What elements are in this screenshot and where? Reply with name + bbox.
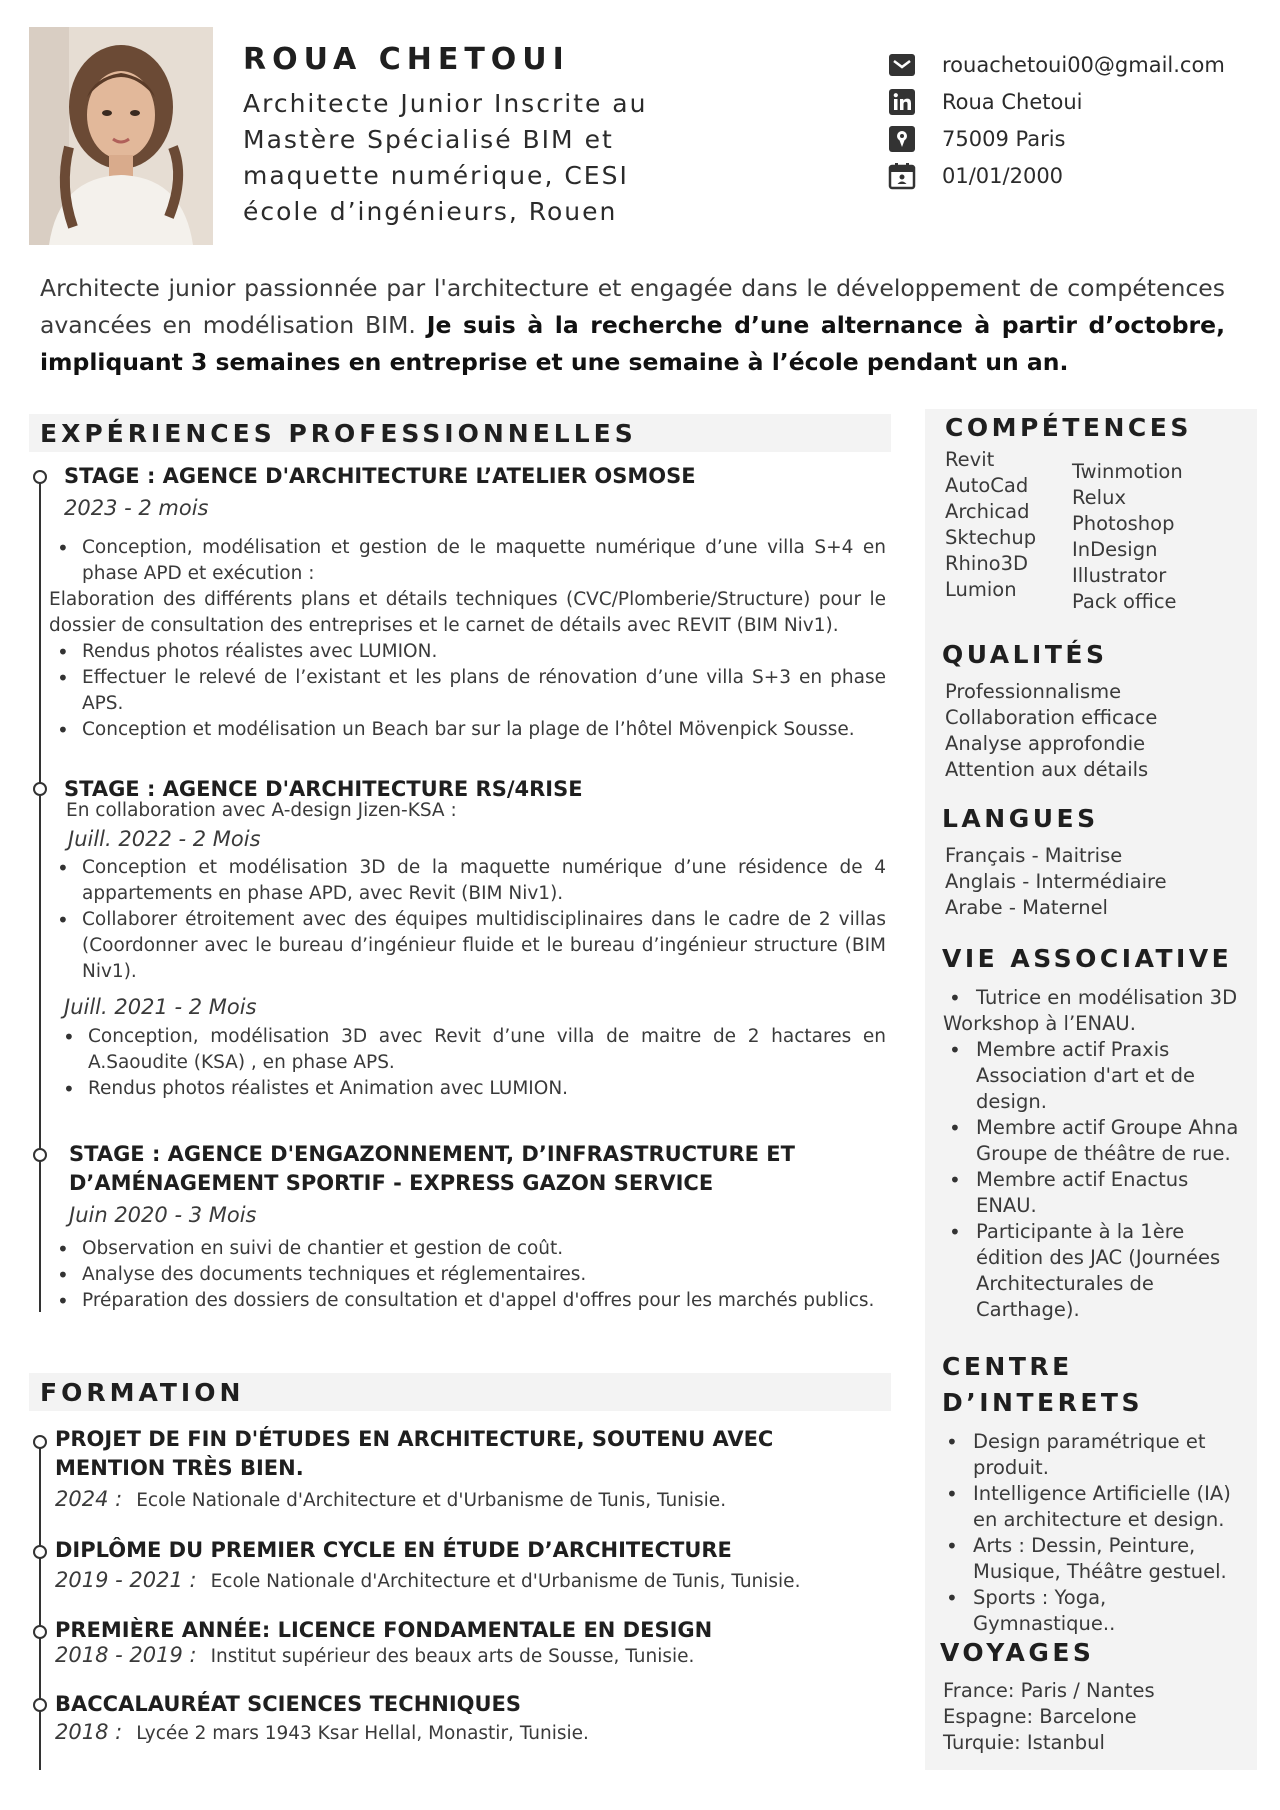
education-title: BACCALAURÉAT SCIENCES TECHNIQUES (55, 1692, 522, 1716)
interests-heading-line2: D’INTERETS (942, 1388, 1143, 1417)
list-item: • Préparation des dossiers de consultation et d'appel d'offres pour les marchés publics. (49, 1288, 886, 1314)
skills-list-right (1072, 459, 1183, 615)
list-item: • Sports : Yoga, Gymnastique.. (940, 1585, 1250, 1637)
timeline-dot (33, 470, 47, 484)
timeline-dot (33, 1545, 47, 1559)
list-item: • Conception, modélisation et gestion de le maquette numérique d’une villa S+4 en phase APD et exécution : (49, 535, 886, 587)
contact-location (888, 120, 1268, 157)
job-date: Juill. 2022 - 2 Mois (68, 827, 261, 851)
quality-item: Attention aux détails (945, 758, 1149, 781)
list-item: • Tutrice en modélisation 3D (943, 985, 1253, 1011)
associative-heading: VIE ASSOCIATIVE (942, 944, 1233, 973)
list-item: • Membre actif Groupe Ahna Groupe de théâtre de rue. (943, 1115, 1243, 1167)
list-item: • Membre actif Enactus ENAU. (943, 1167, 1243, 1219)
language-item: Français - Maitrise (945, 844, 1123, 867)
skill-item: InDesign (1072, 538, 1158, 561)
languages-list (945, 843, 1167, 921)
profile-summary (40, 270, 1225, 381)
envelope-icon (888, 51, 916, 79)
contact-linkedin[interactable] (888, 83, 1268, 120)
formation-timeline (39, 1440, 41, 1770)
qualities-list (945, 679, 1157, 783)
travel-heading: VOYAGES (940, 1638, 1095, 1667)
interests-heading-line1: CENTRE (942, 1352, 1073, 1381)
portrait-image (29, 27, 213, 245)
list-item: • Intelligence Artificielle (IA) en architecture et design. (940, 1481, 1250, 1533)
timeline-dot (33, 1435, 47, 1449)
list-item: • Participante à la 1ère édition des JAC (Journées Architecturales de Carthage). (943, 1219, 1243, 1323)
job-date: Juin 2020 - 3 Mois (69, 1203, 257, 1227)
education-detail (55, 1568, 800, 1592)
interests-heading (942, 1349, 1143, 1421)
list-item: • Conception et modélisation 3D de la maquette numérique d’une résidence de 4 appartements en phase APD, avec Revit (BIM Niv1). (49, 855, 886, 907)
quality-item: Professionnalisme (945, 680, 1122, 703)
education-year: 2024 : (55, 1487, 123, 1511)
education-year: 2018 : (55, 1720, 123, 1744)
associative-list-first (943, 985, 1253, 1011)
formation-heading: FORMATION (29, 1373, 891, 1411)
education-year: 2019 - 2021 : (55, 1568, 197, 1592)
skill-item: Illustrator (1072, 564, 1167, 587)
list-item: • Rendus photos réalistes et Animation avec LUMION. (55, 1076, 886, 1102)
contact-birthdate (888, 157, 1268, 194)
education-detail (55, 1487, 726, 1511)
skill-item: Sktechup (945, 526, 1037, 549)
skill-item: Revit (945, 448, 995, 471)
skill-item: Twinmotion (1072, 460, 1183, 483)
travel-item: Turquie: Istanbul (943, 1731, 1105, 1754)
timeline-dot (33, 1625, 47, 1639)
job-bullets (49, 535, 886, 587)
timeline-dot (33, 782, 47, 796)
education-title: PREMIÈRE ANNÉE: LICENCE FONDAMENTALE EN DESIGN (55, 1618, 713, 1642)
timeline-dot (33, 1148, 47, 1162)
list-item: • Arts : Dessin, Peinture, Musique, Théâtre gestuel. (940, 1533, 1250, 1585)
list-item: • Effectuer le relevé de l’existant et les plans de rénovation d’une villa S+3 en phase APS. (49, 665, 886, 717)
job-title: STAGE : AGENCE D'ARCHITECTURE L’ATELIER OSMOSE (64, 464, 696, 488)
list-item: • Analyse des documents techniques et réglementaires. (49, 1262, 886, 1288)
skill-item: Relux (1072, 486, 1126, 509)
skill-item: Photoshop (1072, 512, 1175, 535)
linkedin-icon (888, 88, 916, 116)
skill-item: Archicad (945, 500, 1030, 523)
education-detail (55, 1720, 589, 1744)
list-item: • Membre actif Praxis Association d'art et de design. (943, 1037, 1243, 1115)
experience-timeline (39, 477, 41, 1312)
education-title: DIPLÔME DU PREMIER CYCLE EN ÉTUDE D’ARCHITECTURE (55, 1538, 732, 1562)
associative-first-continued: Workshop à l’ENAU. (943, 1012, 1136, 1035)
list-item: • Rendus photos réalistes avec LUMION. (49, 639, 886, 665)
candidate-headline: Architecte Junior Inscrite au Mastère Spécialisé BIM et maquette numérique, CESI école d’ingénieurs, Rouen (243, 89, 648, 226)
education-school: Ecole Nationale d'Architecture et d'Urbanisme de Tunis, Tunisie. (136, 1490, 727, 1511)
skill-item: AutoCad (945, 474, 1029, 497)
timeline-dot (33, 1698, 47, 1712)
job-bullets (55, 1024, 886, 1102)
travel-list (943, 1678, 1155, 1756)
skill-item: Rhino3D (945, 552, 1029, 575)
contact-location-text: 75009 Paris (942, 126, 1066, 151)
location-pin-icon (888, 125, 916, 153)
job-date: 2023 - 2 mois (64, 496, 209, 520)
education-detail (55, 1643, 694, 1667)
job-collaboration-note: En collaboration avec A-design Jizen-KSA : (66, 800, 457, 821)
job-date: Juill. 2021 - 2 Mois (64, 995, 257, 1019)
travel-item: France: Paris / Nantes (943, 1679, 1155, 1702)
list-item: • Observation en suivi de chantier et gestion de coût. (49, 1236, 886, 1262)
interests-list (940, 1429, 1250, 1637)
skills-list-left (945, 447, 1036, 603)
list-item: • Conception, modélisation 3D avec Revit d’une villa de maitre de 2 hactares en A.Saoudite (KSA) , en phase APS. (55, 1024, 886, 1076)
education-school: Lycée 2 mars 1943 Ksar Hellal, Monastir, Tunisie. (136, 1723, 589, 1744)
skills-heading: COMPÉTENCES (945, 413, 1192, 442)
job-title: STAGE : AGENCE D'ENGAZONNEMENT, D’INFRASTRUCTURE ET D’AMÉNAGEMENT SPORTIF - EXPRESS GAZON SERVICE (69, 1142, 795, 1195)
job-bullets (49, 855, 886, 985)
experiences-heading: EXPÉRIENCES PROFESSIONNELLES (29, 414, 891, 452)
education-school: Institut supérieur des beaux arts de Sousse, Tunisie. (210, 1646, 695, 1667)
summary-text: Architecte junior passionnée par l'architecture et engagée dans le développement de compétences avancées en modélisation BIM. (40, 274, 1225, 339)
contact-birthdate-text: 01/01/2000 (942, 163, 1064, 188)
calendar-icon (888, 162, 916, 190)
education-school: Ecole Nationale d'Architecture et d'Urbanisme de Tunis, Tunisie. (210, 1571, 801, 1592)
quality-item: Analyse approfondie (945, 732, 1146, 755)
contact-list (888, 46, 1268, 194)
contact-linkedin-text: Roua Chetoui (942, 89, 1083, 114)
list-item: • Collaborer étroitement avec des équipes multidisciplinaires dans le cadre de 2 villas (Coordonner avec le bureau d’ingénieur fluide et le bureau d’ingénieur structure (BIM Niv1). (49, 907, 886, 985)
skill-item: Lumion (945, 578, 1017, 601)
languages-heading: LANGUES (942, 804, 1099, 833)
profile-photo (29, 27, 213, 245)
travel-item: Espagne: Barcelone (943, 1705, 1137, 1728)
qualities-heading: QUALITÉS (942, 640, 1108, 669)
job-bullets (49, 639, 886, 743)
job-detail: Elaboration des différents plans et détails techniques (CVC/Plomberie/Structure) pour le dossier de consultation des entreprises et le carnet de détails avec REVIT (BIM Niv1). (49, 589, 886, 636)
education-year: 2018 - 2019 : (55, 1643, 197, 1667)
language-item: Anglais - Intermédiaire (945, 870, 1167, 893)
education-title: PROJET DE FIN D'ÉTUDES EN ARCHITECTURE, SOUTENU AVEC MENTION TRÈS BIEN. (55, 1427, 774, 1480)
language-item: Arabe - Maternel (945, 896, 1108, 919)
skill-item: Pack office (1072, 590, 1177, 613)
contact-email-text: rouachetoui00@gmail.com (942, 52, 1225, 77)
list-item: • Design paramétrique et produit. (940, 1429, 1250, 1481)
contact-email[interactable] (888, 46, 1268, 83)
job-title: STAGE : AGENCE D'ARCHITECTURE RS/4RISE (64, 777, 583, 801)
candidate-name: ROUA CHETOUI (243, 42, 570, 77)
quality-item: Collaboration efficace (945, 706, 1158, 729)
job-bullets (49, 1236, 886, 1314)
associative-list (943, 1037, 1243, 1323)
list-item: • Conception et modélisation un Beach bar sur la plage de l’hôtel Mövenpick Sousse. (49, 717, 886, 743)
summary-highlight: Je suis à la recherche d’une alternance à partir d’octobre, impliquant 3 semaines en entreprise et une semaine à l’école pendant un an. (40, 311, 1225, 376)
